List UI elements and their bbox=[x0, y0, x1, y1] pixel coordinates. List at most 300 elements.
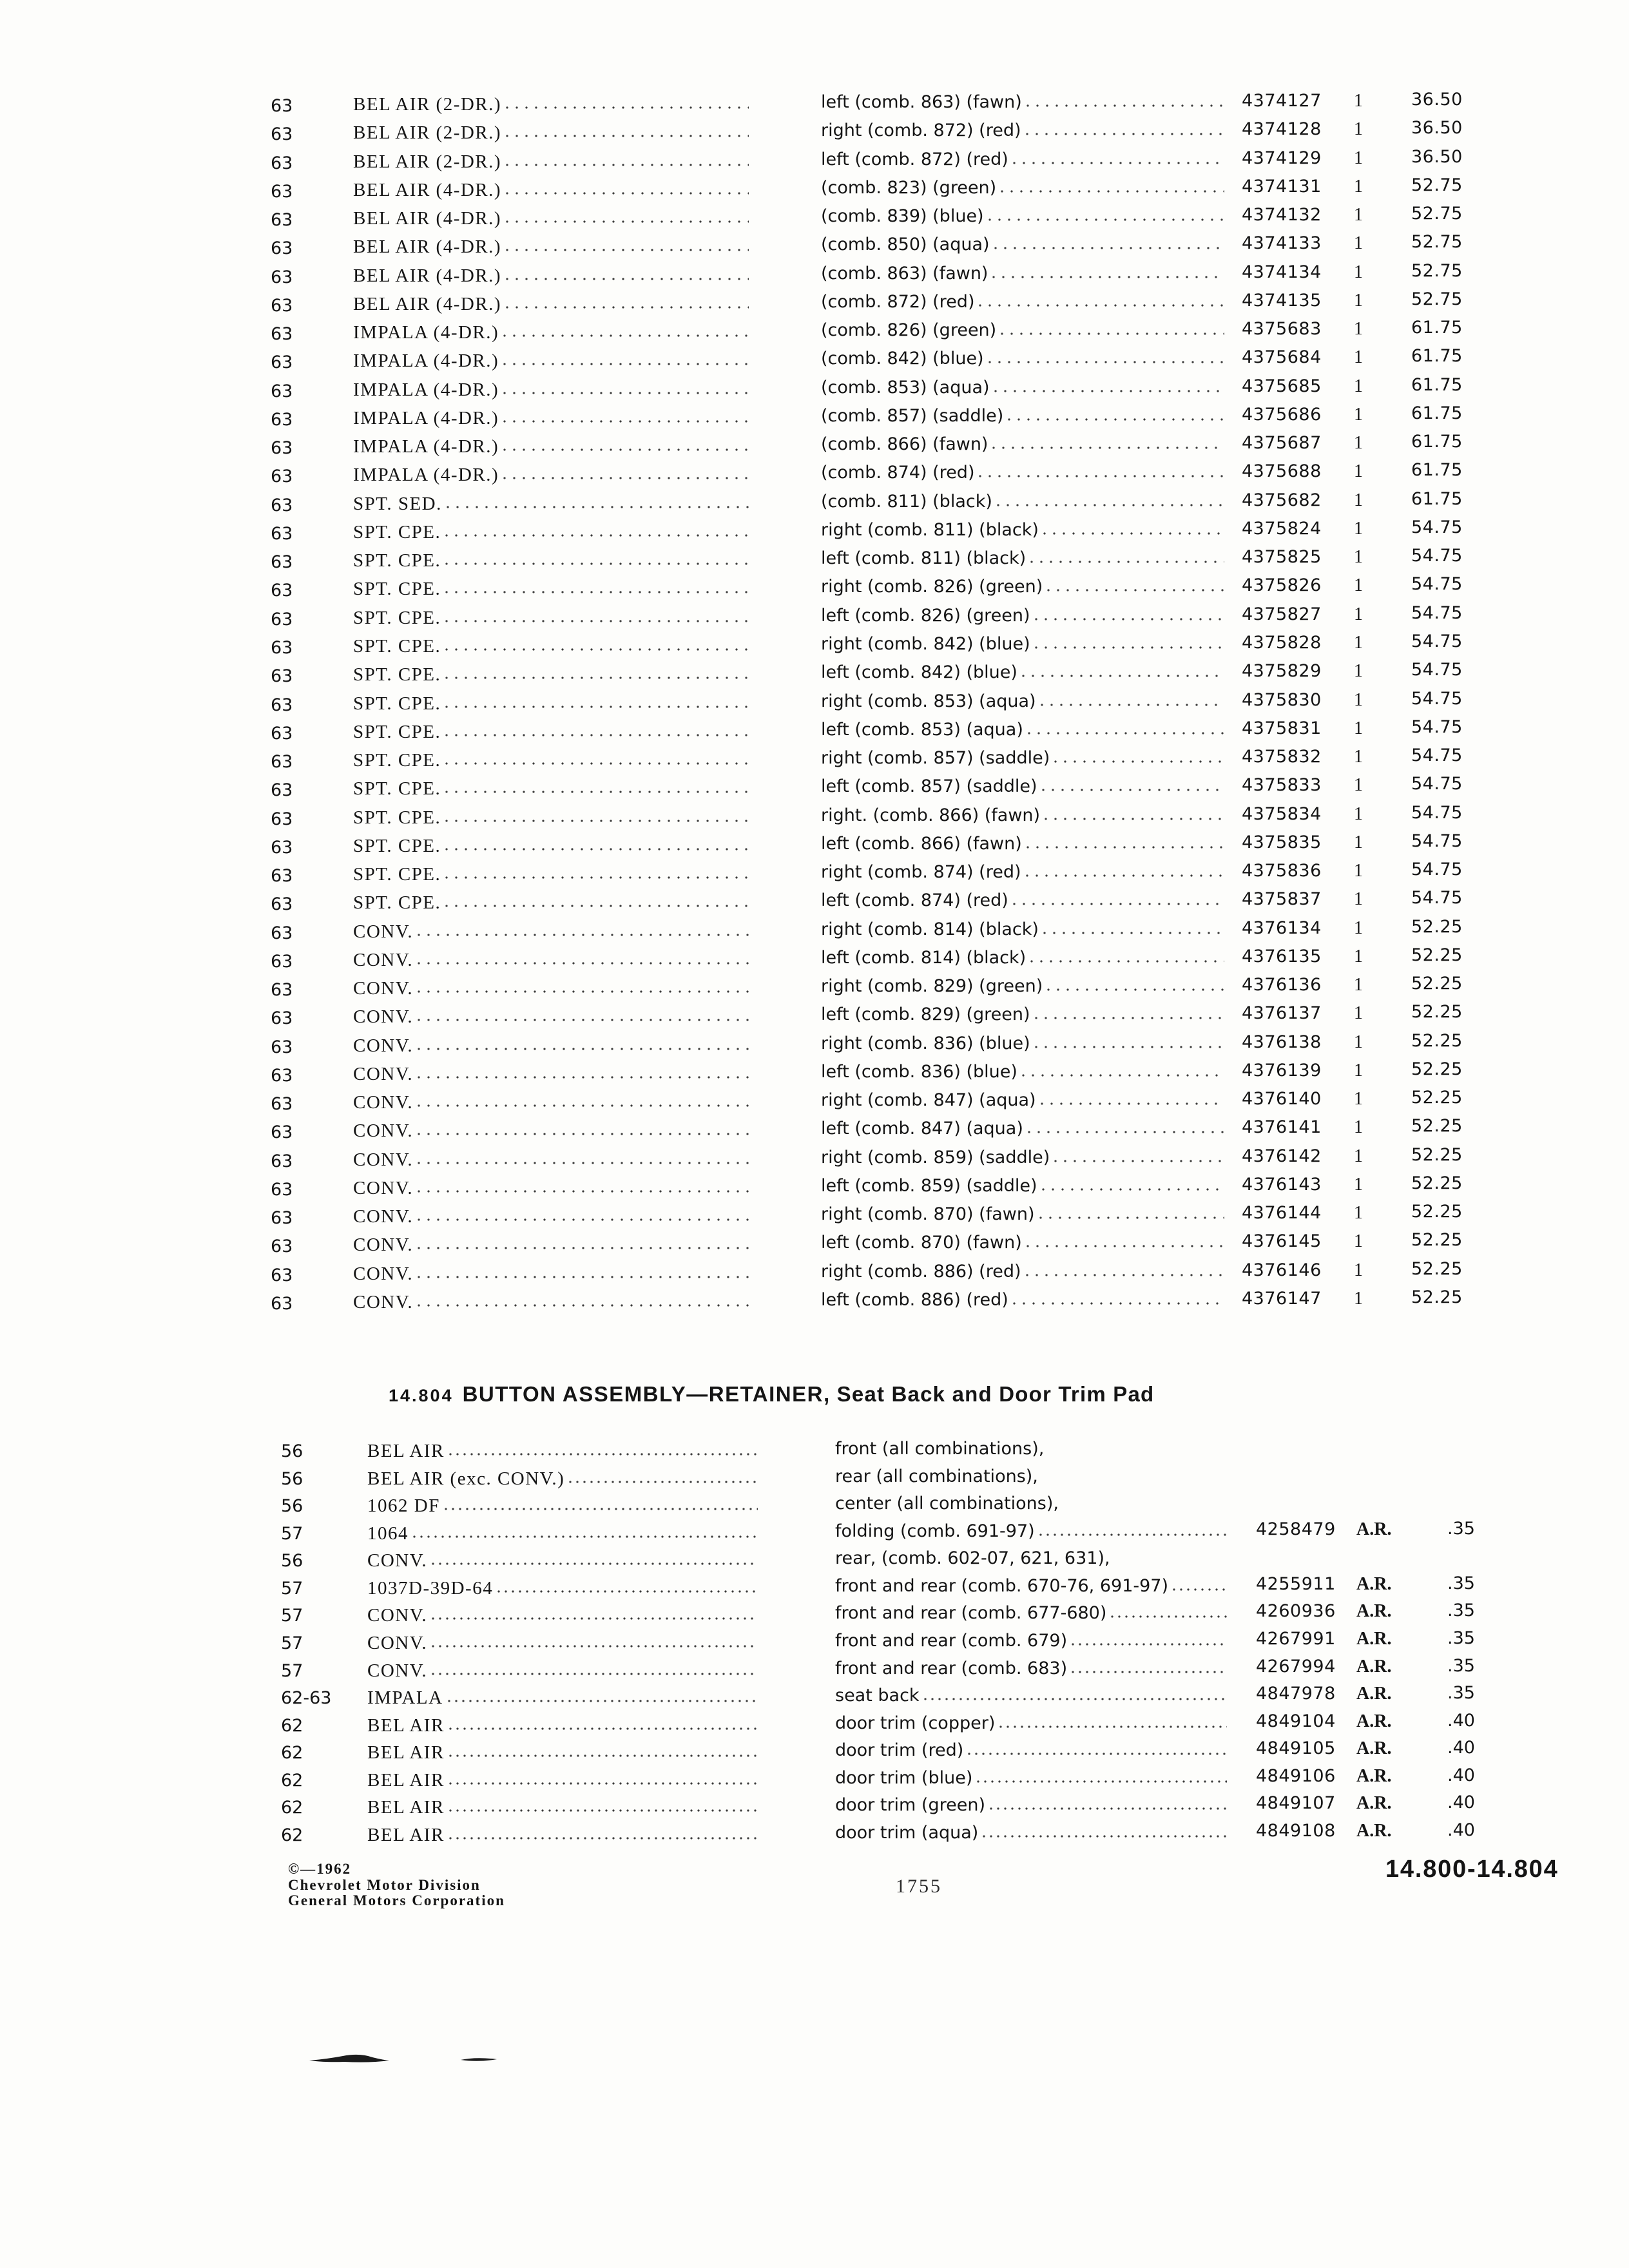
model-name: BEL AIR (2-DR.) bbox=[353, 151, 502, 171]
part-description: right (comb. 859) (saddle) bbox=[821, 1148, 1050, 1168]
model-name-cell bbox=[367, 1688, 758, 1707]
part-number: 4376136 bbox=[1242, 975, 1322, 995]
part-description: left (comb. 811) (black) bbox=[821, 549, 1027, 569]
part-description-cell bbox=[835, 1823, 1227, 1843]
model-name: SPT. CPE. bbox=[353, 636, 441, 656]
part-number: 4375829 bbox=[1242, 661, 1322, 682]
part-description: right (comb. 886) (red) bbox=[821, 1262, 1021, 1282]
model-name: SPT. CPE. bbox=[353, 893, 441, 913]
part-number: 4375687 bbox=[1242, 433, 1322, 454]
dot-leader bbox=[447, 1699, 758, 1703]
section-title: BUTTON ASSEMBLY—RETAINER, bbox=[462, 1382, 831, 1406]
part-description: left (comb. 836) (blue) bbox=[821, 1062, 1017, 1082]
quantity: A.R. bbox=[1356, 1519, 1392, 1539]
part-description: left (comb. 870) (fawn) bbox=[821, 1233, 1022, 1253]
part-description: left (comb. 863) (fawn) bbox=[821, 93, 1022, 112]
model-year: 63 bbox=[271, 951, 293, 972]
model-year: 63 bbox=[271, 124, 293, 145]
list-price: .35 bbox=[1447, 1628, 1475, 1648]
model-name: CONV. bbox=[353, 1235, 414, 1255]
part-description: right (comb. 872) (red) bbox=[821, 121, 1021, 141]
list-price: 52.25 bbox=[1411, 1030, 1463, 1051]
quantity: 1 bbox=[1354, 575, 1363, 596]
part-description: left (comb. 829) (green) bbox=[821, 1005, 1030, 1025]
quantity: 1 bbox=[1354, 975, 1363, 995]
model-name: SPT. CPE. bbox=[353, 722, 441, 742]
quantity: 1 bbox=[1354, 148, 1363, 168]
list-price: 36.50 bbox=[1411, 118, 1463, 139]
model-year: 63 bbox=[271, 923, 293, 943]
dot-leader bbox=[448, 1836, 758, 1840]
part-number: 4375686 bbox=[1242, 404, 1322, 425]
part-number: 4376147 bbox=[1242, 1288, 1322, 1309]
quantity: 1 bbox=[1354, 918, 1363, 938]
part-number: 4374135 bbox=[1242, 290, 1322, 311]
dot-leader bbox=[1071, 1670, 1227, 1674]
model-year: 63 bbox=[271, 1293, 293, 1314]
model-year: 63 bbox=[271, 980, 293, 1001]
part-number: 4376144 bbox=[1242, 1203, 1322, 1224]
list-price: 61.75 bbox=[1411, 374, 1463, 395]
quantity: A.R. bbox=[1356, 1601, 1392, 1622]
list-price: 52.75 bbox=[1411, 204, 1463, 224]
list-price: 54.75 bbox=[1411, 745, 1463, 765]
part-description: (comb. 842) (blue) bbox=[821, 349, 984, 369]
quantity: 1 bbox=[1354, 433, 1363, 454]
model-year: 63 bbox=[271, 438, 293, 459]
quantity: 1 bbox=[1354, 176, 1363, 197]
list-price: 52.25 bbox=[1411, 1258, 1463, 1279]
part-description: left (comb. 866) (fawn) bbox=[821, 834, 1022, 854]
part-description: right (comb. 842) (blue) bbox=[821, 634, 1030, 654]
model-year: 63 bbox=[271, 295, 293, 316]
model-name: IMPALA (4-DR.) bbox=[353, 465, 499, 485]
quantity: 1 bbox=[1354, 233, 1363, 254]
dot-leader bbox=[568, 1480, 758, 1484]
part-number: 4375832 bbox=[1242, 747, 1322, 767]
part-number: 4849107 bbox=[1256, 1793, 1336, 1814]
part-description: right (comb. 857) (saddle) bbox=[821, 749, 1050, 768]
model-name: CONV. bbox=[353, 1035, 414, 1055]
part-description: left (comb. 814) (black) bbox=[821, 948, 1027, 968]
model-name: CONV. bbox=[353, 979, 414, 999]
model-name: CONV. bbox=[367, 1660, 428, 1680]
quantity: 1 bbox=[1354, 1032, 1363, 1052]
model-year: 63 bbox=[271, 1236, 293, 1257]
part-number: 4255911 bbox=[1256, 1573, 1336, 1594]
model-name-cell bbox=[367, 1551, 758, 1570]
part-description-cell bbox=[835, 1439, 1227, 1459]
section-range: 14.800-14.804 bbox=[1385, 1856, 1559, 1883]
list-price: 54.75 bbox=[1411, 716, 1463, 737]
model-year: 63 bbox=[271, 666, 293, 687]
quantity: 1 bbox=[1354, 1117, 1363, 1138]
part-number: 4374131 bbox=[1242, 176, 1322, 197]
model-name: 1037D-39D-64 bbox=[367, 1578, 494, 1598]
part-number: 4258479 bbox=[1256, 1519, 1336, 1539]
list-price: .35 bbox=[1447, 1600, 1475, 1621]
part-description: left (comb. 853) (aqua) bbox=[821, 720, 1023, 740]
list-price: .40 bbox=[1447, 1765, 1475, 1785]
part-number: 4375688 bbox=[1242, 461, 1322, 482]
part-description: right (comb. 826) (green) bbox=[821, 577, 1043, 597]
model-name: SPT. CPE. bbox=[353, 779, 441, 799]
model-year: 63 bbox=[271, 352, 293, 373]
table-row bbox=[0, 1655, 1629, 1687]
list-price: 52.25 bbox=[1411, 916, 1463, 937]
list-price: 52.75 bbox=[1411, 232, 1463, 253]
model-year: 63 bbox=[271, 1065, 293, 1086]
part-description: door trim (copper) bbox=[835, 1713, 996, 1733]
model-name: SPT. CPE. bbox=[353, 608, 441, 628]
part-number: 4375828 bbox=[1242, 632, 1322, 653]
part-description: front and rear (comb. 677-680) bbox=[835, 1604, 1107, 1624]
quantity: 1 bbox=[1354, 119, 1363, 140]
table-row bbox=[0, 1600, 1629, 1632]
part-number: 4375836 bbox=[1242, 861, 1322, 881]
model-year: 63 bbox=[271, 153, 293, 173]
model-year: 62 bbox=[281, 1715, 304, 1736]
model-name: SPT. CPE. bbox=[353, 836, 441, 856]
page-number: 1755 bbox=[896, 1876, 942, 1897]
part-number: 4847978 bbox=[1256, 1684, 1336, 1704]
part-description: center (all combinations), bbox=[835, 1494, 1059, 1514]
model-year: 57 bbox=[281, 1578, 304, 1599]
dot-leader bbox=[431, 1562, 758, 1566]
part-description: front and rear (comb. 670-76, 691-97) bbox=[835, 1576, 1169, 1596]
part-description-cell bbox=[835, 1467, 1227, 1486]
part-description: right (comb. 847) (aqua) bbox=[821, 1091, 1036, 1111]
quantity: 1 bbox=[1354, 404, 1363, 425]
list-price: .35 bbox=[1447, 1655, 1475, 1676]
model-name-cell bbox=[367, 1606, 758, 1625]
model-name: SPT. CPE. bbox=[353, 807, 441, 827]
dot-leader bbox=[999, 1725, 1227, 1729]
part-number: 4374127 bbox=[1242, 91, 1322, 111]
model-year: 62 bbox=[281, 1770, 304, 1791]
part-description-cell bbox=[835, 1741, 1227, 1760]
part-number: 4374134 bbox=[1242, 262, 1322, 282]
quantity: 1 bbox=[1354, 718, 1363, 738]
model-name: BEL AIR bbox=[367, 1798, 445, 1818]
part-number: 4375824 bbox=[1242, 518, 1322, 539]
table-row bbox=[0, 1467, 1629, 1495]
part-description-cell bbox=[835, 1659, 1227, 1678]
list-price: 52.25 bbox=[1411, 1059, 1463, 1079]
model-year: 63 bbox=[271, 609, 293, 629]
part-description-cell bbox=[835, 1686, 1227, 1706]
model-year: 63 bbox=[271, 752, 293, 772]
part-description: seat back bbox=[835, 1686, 920, 1706]
list-price: 54.75 bbox=[1411, 860, 1463, 879]
dot-leader bbox=[444, 1507, 758, 1511]
part-description: rear (all combinations), bbox=[835, 1466, 1038, 1486]
dot-leader bbox=[1039, 1533, 1227, 1537]
model-name: SPT. CPE. bbox=[353, 665, 441, 685]
model-year: 57 bbox=[281, 1523, 304, 1544]
list-price: 52.25 bbox=[1411, 1287, 1463, 1307]
model-name: BEL AIR (exc. CONV.) bbox=[367, 1468, 565, 1488]
model-name: 1062 DF bbox=[367, 1496, 440, 1516]
part-description: (comb. 857) (saddle) bbox=[821, 406, 1004, 426]
model-year: 63 bbox=[271, 324, 293, 345]
model-name: IMPALA (4-DR.) bbox=[353, 380, 499, 399]
quantity: A.R. bbox=[1356, 1629, 1392, 1649]
model-name-cell bbox=[367, 1633, 758, 1653]
model-year: 63 bbox=[271, 96, 293, 116]
part-number: 4849105 bbox=[1256, 1738, 1336, 1759]
part-number: 4376138 bbox=[1242, 1032, 1322, 1052]
list-price: 61.75 bbox=[1411, 346, 1463, 367]
list-price: 52.75 bbox=[1411, 260, 1463, 281]
quantity: 1 bbox=[1354, 747, 1363, 767]
section-number: 14.804 bbox=[389, 1386, 454, 1405]
list-price: .40 bbox=[1447, 1738, 1475, 1758]
model-name: BEL AIR (4-DR.) bbox=[353, 237, 502, 257]
part-number: 4376137 bbox=[1242, 1003, 1322, 1024]
quantity: 1 bbox=[1354, 205, 1363, 225]
part-description: right (comb. 874) (red) bbox=[821, 863, 1021, 882]
quantity: A.R. bbox=[1356, 1711, 1392, 1731]
model-year: 63 bbox=[271, 409, 293, 430]
quantity: 1 bbox=[1354, 290, 1363, 311]
scan-mark-artifacts bbox=[303, 2049, 509, 2068]
model-name: BEL AIR (2-DR.) bbox=[353, 123, 502, 143]
list-price: 61.75 bbox=[1411, 432, 1463, 452]
model-name: CONV. bbox=[353, 1264, 414, 1283]
list-price: 36.50 bbox=[1411, 90, 1463, 110]
dot-leader bbox=[1172, 1588, 1227, 1591]
list-price: 61.75 bbox=[1411, 460, 1463, 481]
model-name: CONV. bbox=[353, 1292, 414, 1312]
model-year: 63 bbox=[271, 894, 293, 915]
model-year: 63 bbox=[271, 1037, 293, 1057]
quantity: 1 bbox=[1354, 1203, 1363, 1224]
part-description: left (comb. 874) (red) bbox=[821, 891, 1008, 911]
model-name-cell bbox=[367, 1441, 758, 1461]
list-price: 61.75 bbox=[1411, 488, 1463, 509]
part-number: 4374132 bbox=[1242, 205, 1322, 225]
list-price: 52.25 bbox=[1411, 1202, 1463, 1222]
model-name-cell bbox=[367, 1798, 758, 1817]
model-year: 63 bbox=[271, 181, 293, 202]
model-name: IMPALA (4-DR.) bbox=[353, 351, 499, 371]
dot-leader bbox=[448, 1452, 758, 1456]
model-name: SPT. CPE. bbox=[353, 751, 441, 770]
publisher-block bbox=[288, 1861, 505, 1909]
part-description-cell bbox=[835, 1549, 1227, 1568]
list-price: .35 bbox=[1447, 1518, 1475, 1539]
part-number: 4375826 bbox=[1242, 575, 1322, 596]
model-year: 62 bbox=[281, 1798, 304, 1818]
list-price: 54.75 bbox=[1411, 831, 1463, 851]
model-name-cell bbox=[367, 1469, 758, 1488]
part-number: 4376146 bbox=[1242, 1260, 1322, 1280]
part-description: left (comb. 847) (aqua) bbox=[821, 1119, 1023, 1139]
dot-leader bbox=[989, 1807, 1227, 1811]
model-name-cell bbox=[367, 1743, 758, 1762]
list-price: 52.25 bbox=[1411, 1230, 1463, 1251]
quantity: 1 bbox=[1354, 1288, 1363, 1309]
model-year: 63 bbox=[271, 1008, 293, 1029]
dot-leader bbox=[1110, 1615, 1227, 1619]
part-description: right (comb. 811) (black) bbox=[821, 520, 1039, 540]
part-number: 4849104 bbox=[1256, 1711, 1336, 1731]
model-name: CONV. bbox=[353, 1064, 414, 1084]
part-description: left (comb. 842) (blue) bbox=[821, 663, 1017, 683]
model-name: BEL AIR bbox=[367, 1441, 445, 1461]
model-name: CONV. bbox=[353, 1121, 414, 1141]
model-name: BEL AIR (2-DR.) bbox=[353, 95, 502, 114]
list-price: 54.75 bbox=[1411, 546, 1463, 566]
section-subtitle: Seat Back and Door Trim Pad bbox=[836, 1382, 1155, 1406]
part-description: (comb. 853) (aqua) bbox=[821, 378, 990, 398]
list-price: 54.75 bbox=[1411, 660, 1463, 680]
quantity: 1 bbox=[1354, 1174, 1363, 1195]
dot-leader bbox=[431, 1644, 758, 1648]
part-description-cell bbox=[835, 1522, 1227, 1541]
part-number: 4375830 bbox=[1242, 689, 1322, 710]
model-year: 63 bbox=[271, 695, 293, 715]
quantity: A.R. bbox=[1356, 1656, 1392, 1677]
model-name: BEL AIR bbox=[367, 1825, 445, 1845]
list-price: .40 bbox=[1447, 1792, 1475, 1813]
part-number: 4374133 bbox=[1242, 233, 1322, 254]
part-description-cell bbox=[835, 1769, 1227, 1788]
table-row bbox=[0, 1765, 1629, 1797]
model-year: 57 bbox=[281, 1606, 304, 1626]
part-description: (comb. 811) (black) bbox=[821, 492, 992, 512]
quantity: 1 bbox=[1354, 889, 1363, 910]
list-price: 54.75 bbox=[1411, 774, 1463, 794]
quantity: 1 bbox=[1354, 1089, 1363, 1110]
model-name-cell bbox=[367, 1579, 758, 1598]
part-description: door trim (red) bbox=[835, 1741, 964, 1761]
model-year: 56 bbox=[281, 1468, 304, 1489]
model-name-cell bbox=[367, 1661, 758, 1680]
quantity: 1 bbox=[1354, 946, 1363, 966]
model-name: CONV. bbox=[353, 1149, 414, 1169]
dot-leader bbox=[448, 1754, 758, 1758]
part-number: 4376143 bbox=[1242, 1174, 1322, 1195]
list-price: 54.75 bbox=[1411, 688, 1463, 709]
list-price: 52.25 bbox=[1411, 1088, 1463, 1108]
dot-leader bbox=[431, 1672, 758, 1676]
part-description: right (comb. 870) (fawn) bbox=[821, 1205, 1035, 1225]
dot-leader bbox=[448, 1809, 758, 1812]
model-year: 63 bbox=[271, 1179, 293, 1200]
model-year: 63 bbox=[271, 210, 293, 230]
part-description: front (all combinations), bbox=[835, 1439, 1045, 1459]
model-year: 56 bbox=[281, 1441, 304, 1461]
quantity: 1 bbox=[1354, 376, 1363, 396]
part-description: left (comb. 872) (red) bbox=[821, 149, 1008, 169]
model-name: CONV. bbox=[367, 1633, 428, 1653]
part-description: (comb. 850) (aqua) bbox=[821, 235, 990, 255]
model-name: BEL AIR bbox=[367, 1743, 445, 1763]
part-number: 4849106 bbox=[1256, 1765, 1336, 1786]
corporation-line: General Motors Corporation bbox=[288, 1892, 505, 1908]
dot-leader bbox=[967, 1752, 1227, 1756]
list-price: 61.75 bbox=[1411, 403, 1463, 423]
model-name: BEL AIR (4-DR.) bbox=[353, 180, 502, 200]
quantity: 1 bbox=[1354, 91, 1363, 111]
dot-leader bbox=[923, 1697, 1227, 1701]
dot-leader bbox=[982, 1834, 1227, 1838]
model-name: SPT. CPE. bbox=[353, 551, 441, 571]
quantity: 1 bbox=[1354, 1060, 1363, 1081]
quantity: A.R. bbox=[1356, 1738, 1392, 1759]
division-line: Chevrolet Motor Division bbox=[288, 1876, 481, 1893]
model-year: 63 bbox=[271, 637, 293, 658]
quantity: 1 bbox=[1354, 1146, 1363, 1166]
table-row bbox=[0, 1792, 1629, 1824]
model-name: SPT. CPE. bbox=[353, 522, 441, 542]
table-row bbox=[0, 1628, 1629, 1660]
part-number: 4375685 bbox=[1242, 376, 1322, 396]
part-number: 4375833 bbox=[1242, 775, 1322, 796]
table-row bbox=[0, 1439, 1629, 1468]
model-name: CONV. bbox=[353, 1207, 414, 1227]
quantity: A.R. bbox=[1356, 1765, 1392, 1786]
list-price: 36.50 bbox=[1411, 146, 1463, 167]
model-name: SPT. SED. bbox=[353, 494, 442, 514]
model-name-cell bbox=[367, 1524, 758, 1543]
copyright-line: ©—1962 bbox=[288, 1861, 352, 1877]
model-year: 63 bbox=[271, 780, 293, 801]
part-number: 4374128 bbox=[1242, 119, 1322, 140]
quantity: 1 bbox=[1354, 518, 1363, 539]
part-description: door trim (green) bbox=[835, 1796, 985, 1816]
part-description: right (comb. 814) (black) bbox=[821, 919, 1039, 939]
model-year: 63 bbox=[271, 267, 293, 287]
model-year: 63 bbox=[271, 466, 293, 487]
dot-leader bbox=[1071, 1642, 1227, 1646]
model-name: BEL AIR bbox=[367, 1770, 445, 1790]
quantity: 1 bbox=[1354, 319, 1363, 340]
part-description: right. (comb. 866) (fawn) bbox=[821, 805, 1041, 825]
part-description-cell bbox=[835, 1604, 1227, 1623]
list-price: 54.75 bbox=[1411, 802, 1463, 823]
model-year: 63 bbox=[271, 552, 293, 573]
part-description-cell bbox=[835, 1714, 1227, 1733]
dot-leader bbox=[497, 1590, 758, 1593]
list-price: 52.25 bbox=[1411, 1144, 1463, 1165]
part-number: 4375827 bbox=[1242, 604, 1322, 624]
table-row bbox=[0, 1683, 1629, 1715]
part-description: folding (comb. 691-97) bbox=[835, 1521, 1035, 1541]
list-price: 52.75 bbox=[1411, 175, 1463, 195]
model-year: 56 bbox=[281, 1496, 304, 1517]
part-number: 4260936 bbox=[1256, 1601, 1336, 1622]
model-name: IMPALA (4-DR.) bbox=[353, 323, 499, 343]
quantity: 1 bbox=[1354, 661, 1363, 682]
model-year: 57 bbox=[281, 1660, 304, 1681]
part-description: right (comb. 853) (aqua) bbox=[821, 691, 1036, 711]
quantity: 1 bbox=[1354, 1003, 1363, 1024]
table-row bbox=[0, 1738, 1629, 1769]
quantity: 1 bbox=[1354, 1260, 1363, 1280]
part-number: 4849108 bbox=[1256, 1821, 1336, 1841]
quantity: 1 bbox=[1354, 262, 1363, 282]
table-row bbox=[0, 1494, 1629, 1523]
list-price: 54.75 bbox=[1411, 888, 1463, 908]
model-name: BEL AIR (4-DR.) bbox=[353, 265, 502, 285]
part-description: (comb. 863) (fawn) bbox=[821, 264, 988, 284]
quantity: 1 bbox=[1354, 775, 1363, 796]
dot-leader bbox=[976, 1780, 1227, 1783]
part-description-cell bbox=[835, 1494, 1227, 1514]
